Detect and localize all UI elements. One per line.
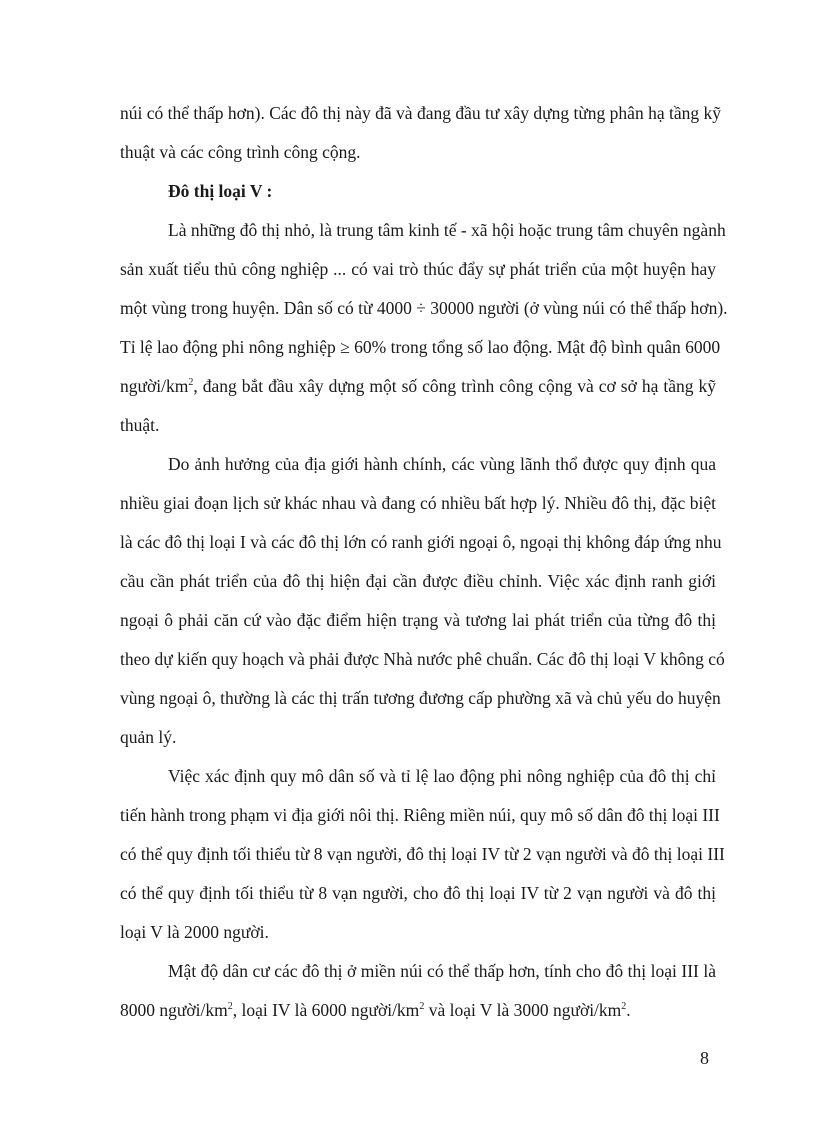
text-line: ngoại ô phải căn cứ vào đặc điểm hiện trạng và tương lai phát triển của từng đô thị bbox=[120, 610, 716, 630]
text-line: Là những đô thị nhỏ, là trung tâm kinh tế - xã hội hoặc trung tâm chuyên ngành bbox=[168, 220, 726, 240]
text-line: Việc xác định quy mô dân số và tỉ lệ lao động phi nông nghiệp của đô thị chỉ bbox=[168, 766, 716, 786]
text-line: cầu cần phát triển của đô thị hiện đại cần được điều chỉnh. Việc xác định ranh giới bbox=[120, 571, 716, 591]
text-line: loại V là 2000 người. bbox=[120, 922, 269, 942]
paragraph-density bbox=[120, 952, 716, 1030]
text-line: tiến hành trong phạm vi địa giới nôi thị. Riêng miền núi, quy mô số dân đô thị loại III bbox=[120, 805, 720, 825]
superscript: 2 bbox=[419, 1001, 425, 1012]
text-line: nhiều giai đoạn lịch sử khác nhau và đang có nhiều bất hợp lý. Nhiều đô thị, đặc biệt bbox=[120, 493, 716, 513]
paragraph-continuation bbox=[120, 94, 721, 172]
superscript: 2 bbox=[227, 1001, 233, 1012]
text-line: theo dự kiến quy hoạch và phải được Nhà nước phê chuẩn. Các đô thị loại V không có bbox=[120, 649, 725, 669]
text-line: Tỉ lệ lao động phi nông nghiệp ≥ 60% trong tổng số lao động. Mật độ bình quân 6000 bbox=[120, 337, 721, 357]
text-fragment: , đang bắt đầu xây dựng một số công trình công cộng và cơ sở hạ tầng kỹ bbox=[193, 376, 716, 396]
superscript: 2 bbox=[188, 377, 194, 388]
text-line bbox=[120, 991, 716, 1030]
paragraph-population-scale bbox=[120, 757, 725, 952]
text-line: vùng ngoại ô, thường là các thị trấn tương đương cấp phường xã và chủ yếu do huyện bbox=[120, 688, 721, 708]
text-line: Mật độ dân cư các đô thị ở miền núi có thể thấp hơn, tính cho đô thị loại III là bbox=[168, 961, 716, 981]
text-line: núi có thể thấp hơn). Các đô thị này đã và đang đầu tư xây dựng từng phân hạ tầng kỹ bbox=[120, 103, 721, 123]
section-heading: Đô thị loại V : bbox=[168, 181, 273, 201]
paragraph-boundaries bbox=[120, 445, 725, 757]
text-fragment: , loại IV là 6000 người/km bbox=[232, 1000, 420, 1020]
paragraph-definition bbox=[120, 211, 728, 445]
text-line: quản lý. bbox=[120, 727, 177, 747]
text-line: có thể quy định tối thiểu từ 8 vạn người, đô thị loại IV từ 2 vạn người và đô thị loại III bbox=[120, 844, 725, 864]
text-line: có thể quy định tối thiểu từ 8 vạn người, cho đô thị loại IV từ 2 vạn người và đô thị bbox=[120, 883, 716, 903]
superscript: 2 bbox=[621, 1001, 627, 1012]
page-number: 8 bbox=[700, 1048, 709, 1068]
text-fragment: . bbox=[626, 1000, 631, 1020]
text-line: thuật và các công trình công cộng. bbox=[120, 142, 361, 162]
text-fragment: người/km bbox=[120, 376, 189, 396]
text-fragment: và loại V là 3000 người/km bbox=[424, 1000, 622, 1020]
text-fragment: 8000 người/km bbox=[120, 1000, 228, 1020]
text-line: thuật. bbox=[120, 415, 160, 435]
document-page bbox=[120, 94, 728, 1030]
text-line: là các đô thị loại I và các đô thị lớn có ranh giới ngoại ô, ngoại thị không đáp ứng nhu bbox=[120, 532, 722, 552]
text-line: sản xuất tiểu thủ công nghiệp ... có vai trò thúc đẩy sự phát triển của một huyện hay bbox=[120, 259, 716, 279]
text-line bbox=[120, 367, 716, 406]
text-line: Do ảnh hưởng của địa giới hành chính, các vùng lãnh thổ được quy định qua bbox=[168, 454, 716, 474]
text-line: một vùng trong huyện. Dân số có từ 4000 ÷ 30000 người (ở vùng núi có thể thấp hơn). bbox=[120, 298, 728, 318]
